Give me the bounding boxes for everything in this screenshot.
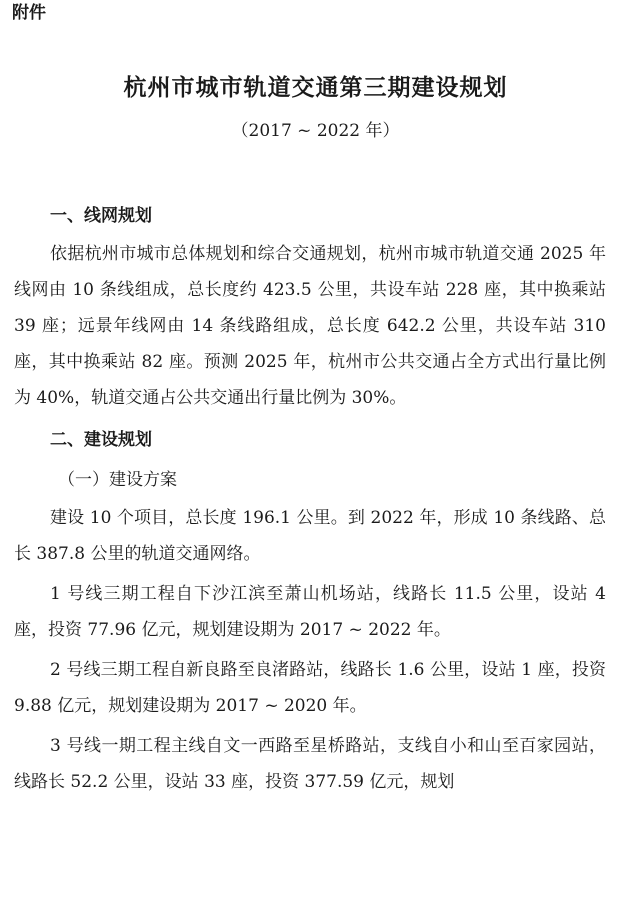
section-heading-network-plan: 一、线网规划 xyxy=(50,206,152,226)
attachment-label: 附件 xyxy=(12,3,46,23)
document-subtitle: （2017 ~ 2022 年） xyxy=(231,121,400,141)
subsection-heading-construction-scheme: （一）建设方案 xyxy=(58,470,177,490)
paragraph-line-3: 3 号线一期工程主线自文一西路至星桥路站，支线自小和山至百家园站，线路长 52.2 公里，设站 33 座，投资 377.59 亿元，规划 xyxy=(14,736,606,792)
paragraph-construction-summary: 建设 10 个项目，总长度 196.1 公里。到 2022 年，形成 10 条线路、总长 387.8 公里的轨道交通网络。 xyxy=(14,508,606,564)
paragraph-line-1: 1 号线三期工程自下沙江滨至萧山机场站，线路长 11.5 公里，设站 4 座，投资 77.96 亿元，规划建设期为 2017 ~ 2022 年。 xyxy=(14,584,606,640)
document-body xyxy=(14,196,606,804)
section-heading-construction-plan: 二、建设规划 xyxy=(50,430,152,450)
paragraph-network-plan: 依据杭州市城市总体规划和综合交通规划，杭州市城市轨道交通 2025 年线网由 10 条线组成，总长度约 423.5 公里，共设车站 228 座，其中换乘站 39 座；远景年线网由 14 条线路组成，总长度 642.2 公里，共设车站 310 座，其中换乘站 82 座。预测 2025 年，杭州市公共交通占全方式出行量比例为 40%，轨道交通占公共交通出行量比例为 30%。 xyxy=(14,244,606,408)
document-title: 杭州市城市轨道交通第三期建设规划 xyxy=(123,75,508,101)
paragraph-line-2: 2 号线三期工程自新良路至良渚路站，线路长 1.6 公里，设站 1 座，投资 9.88 亿元，规划建设期为 2017 ~ 2020 年。 xyxy=(14,660,606,716)
